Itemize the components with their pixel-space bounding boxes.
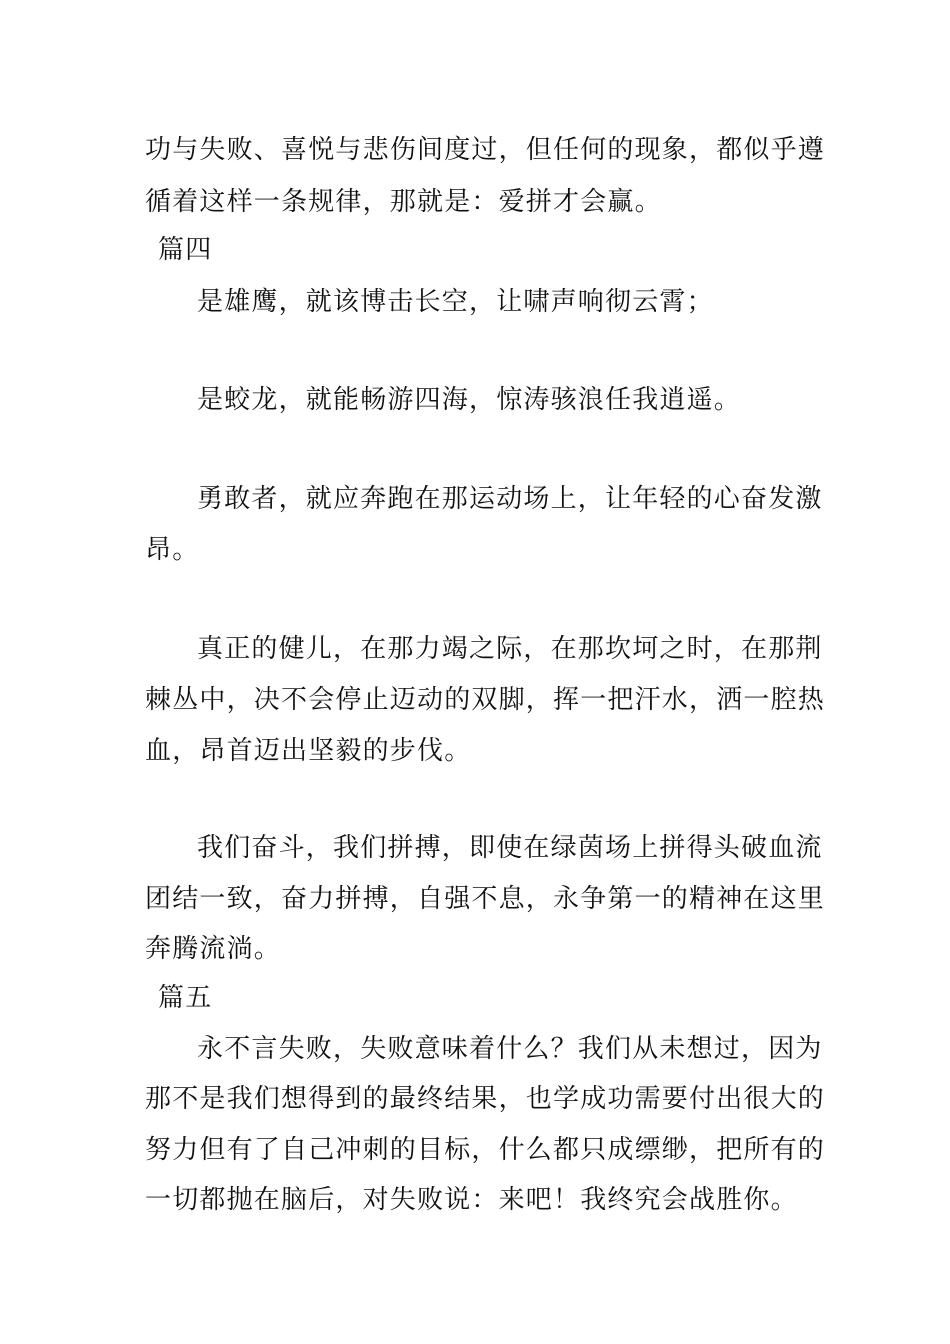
paragraph-line: 我们奋斗，我们拼搏，即使在绿茵场上拼得头破血流 bbox=[197, 833, 823, 863]
paragraph-line: 棘丛中，决不会停止迈动的双脚，挥一把汗水，洒一腔热 bbox=[145, 685, 826, 715]
paragraph-line: 勇敢者，就应奔跑在那运动场上，让年轻的心奋发激 bbox=[197, 484, 823, 514]
intro-line: 循着这样一条规律，那就是：爱拼才会赢。 bbox=[145, 187, 662, 217]
paragraph-line: 是雄鹰，就该博击长空，让啸声响彻云霄； bbox=[197, 287, 714, 317]
intro-line: 功与失败、喜悦与悲伤间度过，但任何的现象，都似乎遵 bbox=[145, 135, 826, 165]
paragraph-line: 团结一致，奋力拼搏，自强不息，永争第一的精神在这里 bbox=[145, 884, 826, 914]
paragraph-line: 奔腾流淌。 bbox=[145, 934, 282, 964]
paragraph-line: 昂。 bbox=[145, 535, 200, 565]
section-heading: 篇四 bbox=[158, 235, 213, 265]
paragraph-line: 那不是我们想得到的最终结果，也学成功需要付出很大的 bbox=[145, 1084, 826, 1114]
paragraph-line: 真正的健儿，在那力竭之际，在那坎坷之时，在那荆 bbox=[197, 634, 823, 664]
section-heading: 篇五 bbox=[158, 983, 213, 1013]
paragraph-line: 永不言失败，失败意味着什么？我们从未想过，因为 bbox=[197, 1034, 823, 1064]
paragraph-line: 努力但有了自己冲刺的目标，什么都只成缥缈，把所有的 bbox=[145, 1135, 826, 1165]
paragraph-line: 一切都抛在脑后，对失败说：来吧！我终究会战胜你。 bbox=[145, 1185, 798, 1215]
paragraph-line: 是蛟龙，就能畅游四海，惊涛骇浪任我逍遥。 bbox=[197, 385, 742, 415]
paragraph-line: 血，昂首迈出坚毅的步伐。 bbox=[145, 736, 472, 766]
